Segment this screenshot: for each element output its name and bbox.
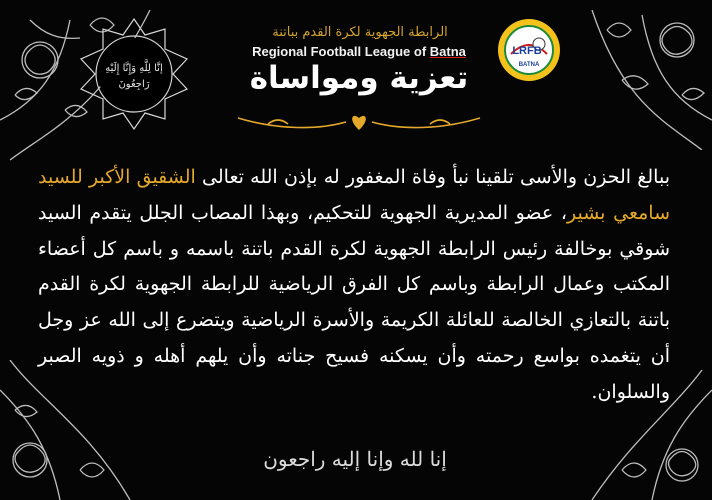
page-title: تعزية ومواساة [249,60,469,96]
calligraphy-text: إنا لله وإنا إليه راجعون [263,447,447,471]
frame-verse-line2: رَاجِعُونَ [118,79,150,90]
league-name-english-place: Batna [429,44,466,59]
calligraphy-verse [250,432,460,482]
message-part-2: ، عضو المديرية الجهوية للتحكيم، وبهذا المصاب الجلل يتقدم السيد شوقي بوخالفة رئيس الرابطة الجهوية لكرة القدم باتنة باسمه و باسم كل أعضاء المكتب وعمال الرابطة وباسم كل الفرق الرياضية للرابطة الجهوية لكرة القدم باتنة بالتعازي الخالصة للعائلة الكريمة والأسرة الرياضية ويتضرع إلى الله عز وجل أن يتغمده بواسع رحمته وأن يسكنه فسيح جناته وأن يلهم أهله و ذويه الصبر والسلوان. [38,201,670,403]
logo-letters: LRFB [512,45,542,57]
league-name-arabic: الرابطة الجهوية لكرة القدم بباتنة [272,25,448,40]
logo-caption: BATNA [518,62,540,68]
deceased-relation-highlight: الشقيق الأكبر للسيد سامعي بشير [38,166,670,224]
condolence-frame-image [75,15,193,133]
condolence-message [38,160,670,411]
message-part-1: ببالغ الحزن والأسى تلقينا نبأ وفاة المغفور له بإذن الله تعالى [195,166,670,188]
heart-icon [352,116,366,130]
floral-corner-top-right [562,0,712,150]
league-name-english [228,44,490,59]
gold-ornament-divider [228,108,490,136]
frame-verse-line1: إنَّا لِلَّهِ وَإِنَّا إِلَيْهِ [105,63,163,74]
league-name-english-prefix: Regional Football League of [252,44,430,59]
league-logo [497,18,561,82]
